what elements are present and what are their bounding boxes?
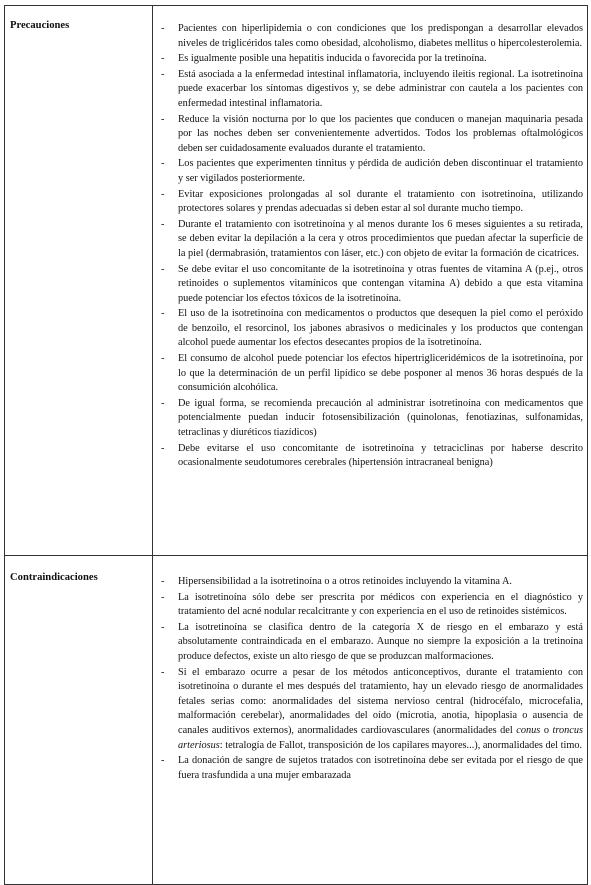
bullet-dash: - (161, 576, 165, 587)
list-item (157, 352, 583, 396)
label-cell (5, 6, 153, 556)
list-item-text: Los pacientes que experimenten tinnitus y pérdida de audición deben discontinuar el tratamiento y ser vigilados posteriormente. (178, 158, 583, 184)
bullet-dash: - (161, 442, 165, 454)
list-item-text: Hipersensibilidad a la isotretinoína o a otros retinoides incluyendo la vitamina A. (178, 576, 512, 587)
label-cell (5, 556, 153, 885)
list-item-text: Está asociada a la enfermedad intestinal inflamatoria, incluyendo ileitis regional. La isotretinoína puede exacerbar los síntomas digestivos y, se debe administrar con cautela a los pacientes con enfermedad intestinal inflamatoria. (178, 68, 583, 109)
list-item-text-part: : tetralogía de Fallot, transposición de los capilares mayores...), anormalidades del timo. (219, 739, 583, 751)
table-row-precauciones (5, 6, 588, 556)
bullet-dash: - (161, 113, 165, 125)
list-item (157, 397, 583, 441)
bullet-dash: - (161, 188, 165, 200)
section-label-contraindicaciones: Contraindicaciones (10, 572, 98, 583)
list-item-text-part: Si el embarazo ocurre a pesar de los métodos anticonceptivos, durante el tratamiento con isotretinoína o durante el mes después del tratamiento, hay un elevado riesgo de anormalidades fetales serias como: anormalidades del sistema nervioso central (hidrocéfalo, microcefalia, malformación cerebelar), anormalidades del oído (microtia, anotia, hipoplasia o ausencia de canales auditivos externos), anormalidades cardiovasculares (anormalidades del (178, 666, 583, 736)
content-cell (153, 6, 588, 556)
bullet-dash: - (161, 68, 165, 80)
bullet-dash: - (161, 263, 165, 275)
bullet-dash: - (161, 218, 165, 230)
list-item (157, 666, 583, 754)
list-item-text: Evitar exposiciones prolongadas al sol durante el tratamiento con isotretinoína, utilizando protectores solares y prendas adecuadas si deben estar al sol durante mucho tiempo. (178, 188, 583, 215)
list-item-text: La donación de sangre de sujetos tratados con isotretinoína debe ser evitada por el riesgo de que fuera trasfundida a una mujer embarazada (178, 755, 583, 781)
list-item (157, 442, 583, 471)
list-item-text: La isotretinoína se clasifica dentro de la categoría X de riesgo en el embarazo y está absolutamente contraindicada en el embarazo. Aunque no siempre la exposición a la tretinoína produce defectos, existe un alto riesgo de que se produzcan malformaciones. (178, 621, 583, 662)
list-item-text: Pacientes con hiperlipidemia o con condiciones que los predispongan a desarrollar elevados niveles de triglicéridos tales como obesidad, alcoholismo, diabetes mellitus o hipercolesterolemia. (178, 23, 583, 49)
bullet-dash: - (161, 755, 165, 767)
list-item-text: Durante el tratamiento con isotretinoína y al menos durante los 6 meses siguientes a su retirada, se deben evitar la depilación a la cera y otros procedimientos que puedan afectar la superficie de la piel (dermabrasión, tratamientos con láser, etc.) con objeto de evitar la formación de cicatrices. (178, 218, 583, 259)
list-item (157, 188, 583, 217)
list-item (157, 218, 583, 262)
list-item (157, 754, 583, 783)
list-item-text: Debe evitarse el uso concomitante de isotretinoína y tetraciclinas por haberse descrito ocasionalmente seudotumores cerebrales (hipertensión intracraneal benigna) (178, 442, 583, 469)
list-item-text: Es igualmente posible una hepatitis inducida o favorecida por la tretinoína. (178, 53, 487, 65)
list-item-text: Se debe evitar el uso concomitante de la isotretinoína y otras fuentes de vitamina A (p.ej., otros retinoides o suplementos vitamínicos que contengan vitamina A) debido a que esta vitamina puede potenciar los efectos tóxicos de la isotretinoína. (178, 263, 583, 304)
list-item-italic-term: troncus arteriosus (178, 724, 583, 751)
content-cell (153, 556, 588, 885)
list-item (157, 68, 583, 112)
list-item (157, 113, 583, 157)
bullet-dash: - (161, 397, 165, 409)
list-item-text: El uso de la isotretinoína con medicamentos o productos que desequen la piel como el peróxido de benzoilo, el resorcinol, los jabones abrasivos o medicinales y los productos que contengan alcohol puede aumentar los efectos desecantes propios de la isotretinoína. (178, 308, 583, 349)
list-item (157, 157, 583, 186)
bullet-dash: - (161, 53, 165, 65)
bullet-dash: - (161, 308, 165, 320)
list-item (157, 22, 583, 51)
list-item (157, 591, 583, 620)
bullet-dash: - (161, 158, 165, 170)
list-item-text: Reduce la visión nocturna por lo que los pacientes que conducen o manejan maquinaria pesada por las noches deben ser convenientemente advertidos. Todos los problemas oftalmológicos deben ser cuidadosamente evaluados durante el tratamiento. (178, 113, 583, 154)
bullet-dash: - (161, 23, 165, 34)
bullet-dash: - (161, 591, 165, 603)
bullet-dash: - (161, 621, 165, 633)
list-item (157, 52, 583, 67)
list-item (157, 621, 583, 665)
list-item-italic-term: conus (516, 724, 541, 736)
list-item (157, 575, 583, 590)
bullet-dash: - (161, 666, 165, 678)
section-label-precauciones: Precauciones (10, 20, 70, 31)
list-item (157, 263, 583, 307)
bullet-dash: - (161, 353, 165, 365)
list-item-text: La isotretinoína sólo debe ser prescrita por médicos con experiencia en el diagnóstico y tratamiento del acné nodular recalcitrante y con experiencia en el uso de retinoides sistémicos. (178, 591, 583, 618)
list-item-text: El consumo de alcohol puede potenciar los efectos hipertrigliceridémicos de la isotretinoína, por lo que la determinación de un perfil lipídico se debe posponer al menos 36 horas después de la consumición alcohólica. (178, 353, 583, 394)
precauciones-list (157, 22, 583, 471)
list-item-text-part: o (540, 724, 553, 736)
table-row-contraindicaciones (5, 556, 588, 885)
contraindicaciones-list (157, 575, 583, 783)
document-table (4, 5, 588, 885)
list-item (157, 307, 583, 351)
list-item-text: De igual forma, se recomienda precaución al administrar isotretinoína con medicamentos que potencialmente puedan inducir fotosensibilización (quinolonas, fenotiazinas, sulfonamidas, tetraclinas y diuréticos tiazídicos) (178, 397, 583, 439)
